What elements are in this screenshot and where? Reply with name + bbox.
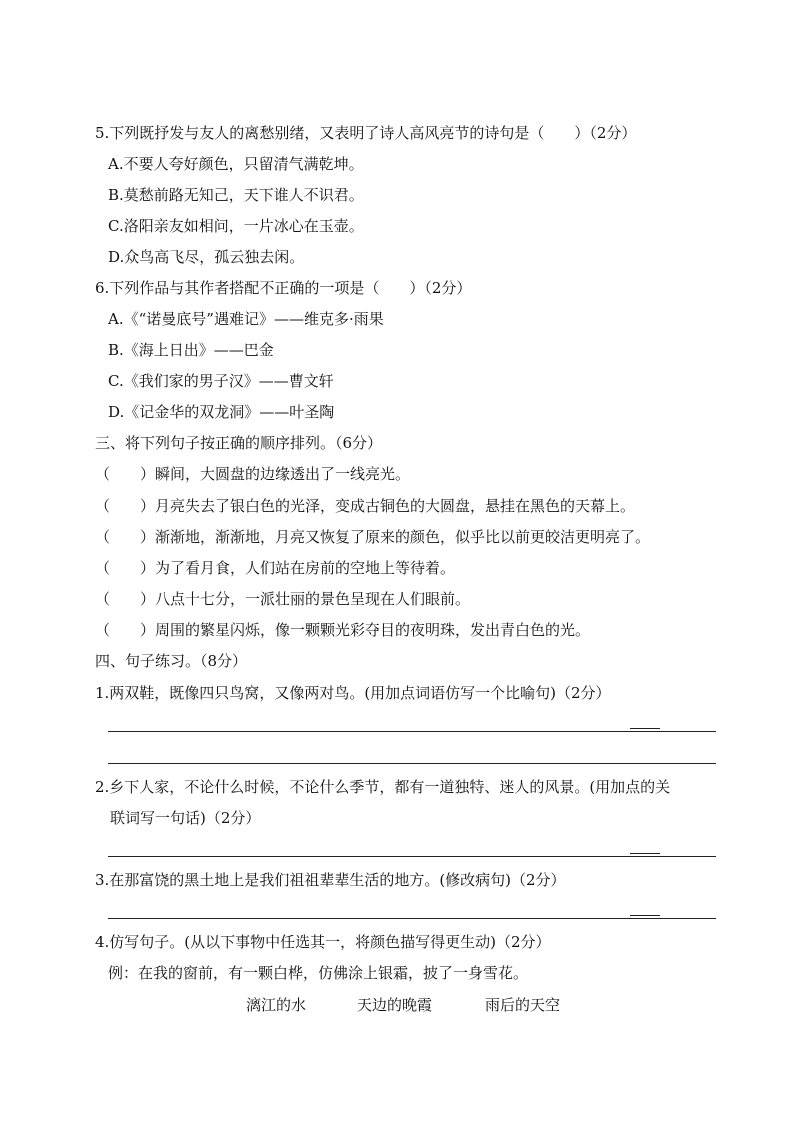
q5-option-d: D.众鸟高飞尽，孤云独去闲。 (108, 248, 305, 266)
q5-option-c: C.洛阳亲友如相问，一片冰心在玉壶。 (108, 217, 364, 235)
section4-title: 四、句子练习。（8分） (95, 652, 248, 670)
q6-option-a: A.《“诺曼底号”遇难记》——维克多·雨果 (108, 310, 384, 328)
answer-line-mark (630, 728, 660, 729)
order-item-4: （ ）为了看月食，人们站在房前的空地上等待着。 (95, 559, 456, 577)
answer-line[interactable] (108, 763, 716, 764)
q6-option-c: C.《我们家的男子汉》——曹文轩 (108, 372, 334, 390)
sentence-q4: 4.仿写句子。(从以下事物中任选其一，将颜色描写得更生动)（2分） (95, 933, 551, 951)
order-item-2: （ ）月亮失去了银白色的光泽，变成古铜色的大圆盘，悬挂在黑色的天幕上。 (95, 497, 636, 515)
sentence-q1: 1.两双鞋，既像四只鸟窝，又像两对鸟。(用加点词语仿写一个比喻句)（2分） (95, 684, 611, 702)
order-item-1: （ ）瞬间，大圆盘的边缘透出了一线亮光。 (95, 465, 411, 483)
q4-choice-2: 天边的晚霞 (357, 996, 433, 1014)
order-item-3: （ ）渐渐地，渐渐地，月亮又恢复了原来的颜色，似乎比以前更皎洁更明亮了。 (95, 528, 651, 546)
answer-line-mark (630, 853, 660, 854)
q4-choice-3: 雨后的天空 (485, 996, 561, 1014)
q6-stem: 6.下列作品与其作者搭配不正确的一项是（ ）（2分） (95, 279, 472, 297)
q4-example: 例：在我的窗前，有一颗白桦，仿佛涂上银霜，披了一身雪花。 (108, 964, 529, 982)
q6-option-b: B.《海上日出》——巴金 (108, 341, 274, 359)
q6-option-d: D.《记金华的双龙洞》——叶圣陶 (108, 403, 335, 421)
order-item-5: （ ）八点十七分，一派壮丽的景色呈现在人们眼前。 (95, 590, 471, 608)
answer-line[interactable] (108, 856, 716, 857)
answer-line[interactable] (108, 731, 716, 732)
sentence-q2-continued: 联词写一句话)（2分） (110, 809, 261, 827)
sentence-q3: 3.在那富饶的黑土地上是我们祖祖辈辈生活的地方。(修改病句)（2分） (95, 871, 566, 889)
q5-option-a: A.不要人夸好颜色，只留清气满乾坤。 (108, 155, 364, 173)
q5-option-b: B.莫愁前路无知己，天下谁人不识君。 (108, 186, 364, 204)
q5-stem: 5.下列既抒发与友人的离愁别绪，又表明了诗人高风亮节的诗句是（ ）（2分） (95, 124, 637, 142)
q4-choice-1: 漓江的水 (246, 996, 307, 1014)
answer-line[interactable] (108, 918, 716, 919)
order-item-6: （ ）周围的繁星闪烁，像一颗颗光彩夺目的夜明珠，发出青白色的光。 (95, 621, 591, 639)
answer-line-mark (630, 915, 660, 916)
sentence-q2: 2.乡下人家，不论什么时候，不论什么季节，都有一道独特、迷人的风景。(用加点的关 (95, 778, 671, 796)
section3-title: 三、将下列句子按正确的顺序排列。（6分） (95, 434, 383, 452)
